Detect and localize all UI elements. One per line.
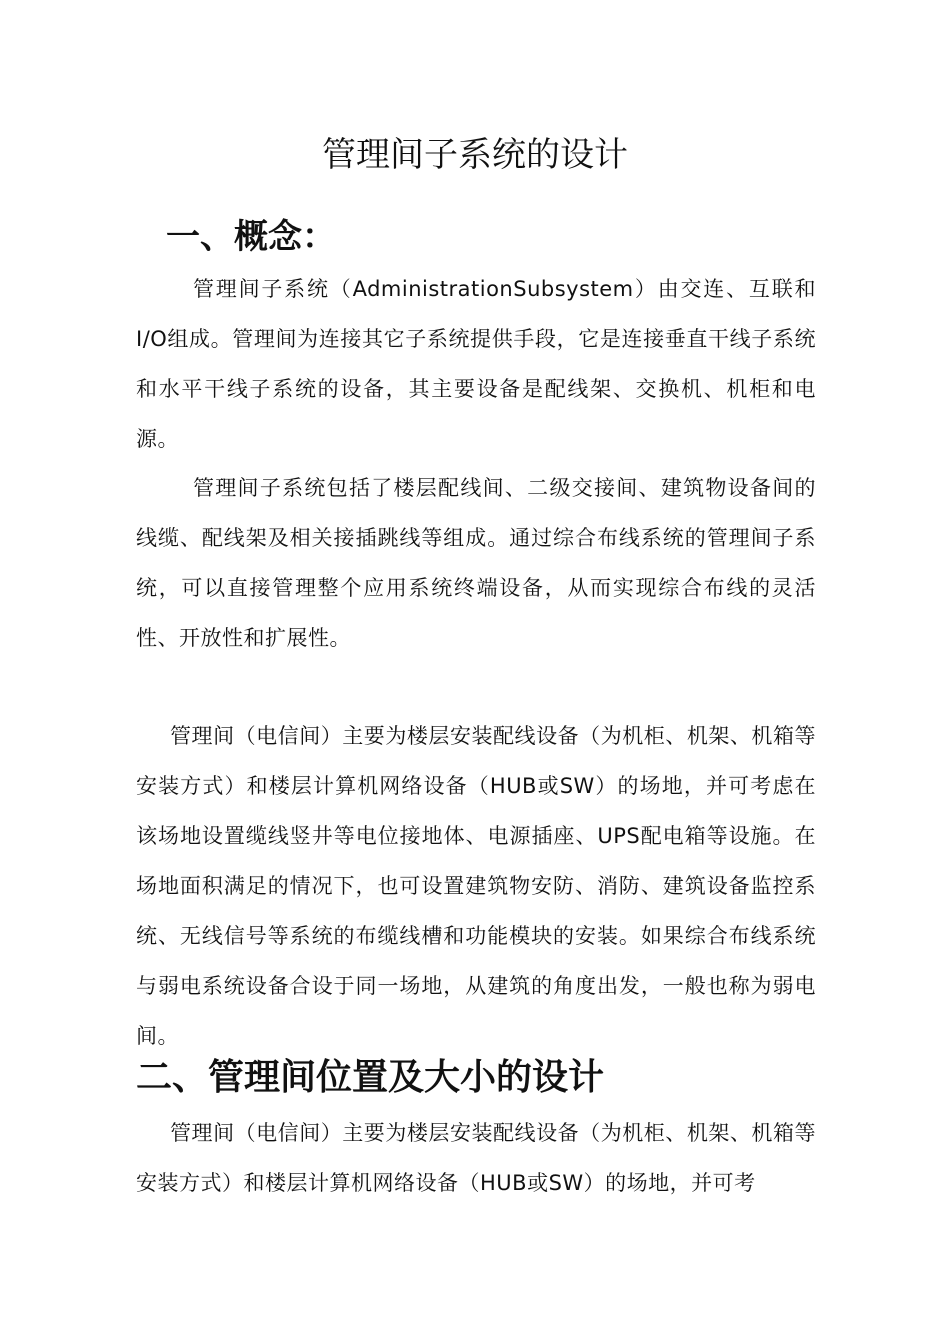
- section-heading-concept: 一、概念：: [166, 217, 336, 257]
- paragraph-definition: 管理间子系统（AdministrationSubsystem）由交连、互联和I/O组成。管理间为连接其它子系统提供手段，它是连接垂直干线子系统和水平干线子系统的设备，其主要设备是配线架、交换机、机柜和电源。: [136, 277, 816, 451]
- document-title: 管理间子系统的设计: [322, 135, 628, 175]
- paragraph-telecom-room-continued: 管理间（电信间）主要为楼层安装配线设备（为机柜、机架、机箱等安装方式）和楼层计算机网络设备（HUB或SW）的场地，并可考: [136, 1121, 816, 1195]
- paragraph-telecom-room: 管理间（电信间）主要为楼层安装配线设备（为机柜、机架、机箱等安装方式）和楼层计算机网络设备（HUB或SW）的场地，并可考虑在该场地设置缆线竖井等电位接地体、电源插座、UPS配电箱等设施。在场地面积满足的情况下，也可设置建筑物安防、消防、建筑设备监控系统、无线信号等系统的布缆线槽和功能模块的安装。如果综合布线系统与弱电系统设备合设于同一场地，从建筑的角度出发，一般也称为弱电间。: [136, 724, 816, 1048]
- paragraph-components: 管理间子系统包括了楼层配线间、二级交接间、建筑物设备间的线缆、配线架及相关接插跳线等组成。通过综合布线系统的管理间子系统，可以直接管理整个应用系统终端设备，从而实现综合布线的灵活性、开放性和扩展性。: [136, 476, 816, 650]
- section-heading-location-size: 二、管理间位置及大小的设计: [136, 1057, 605, 1098]
